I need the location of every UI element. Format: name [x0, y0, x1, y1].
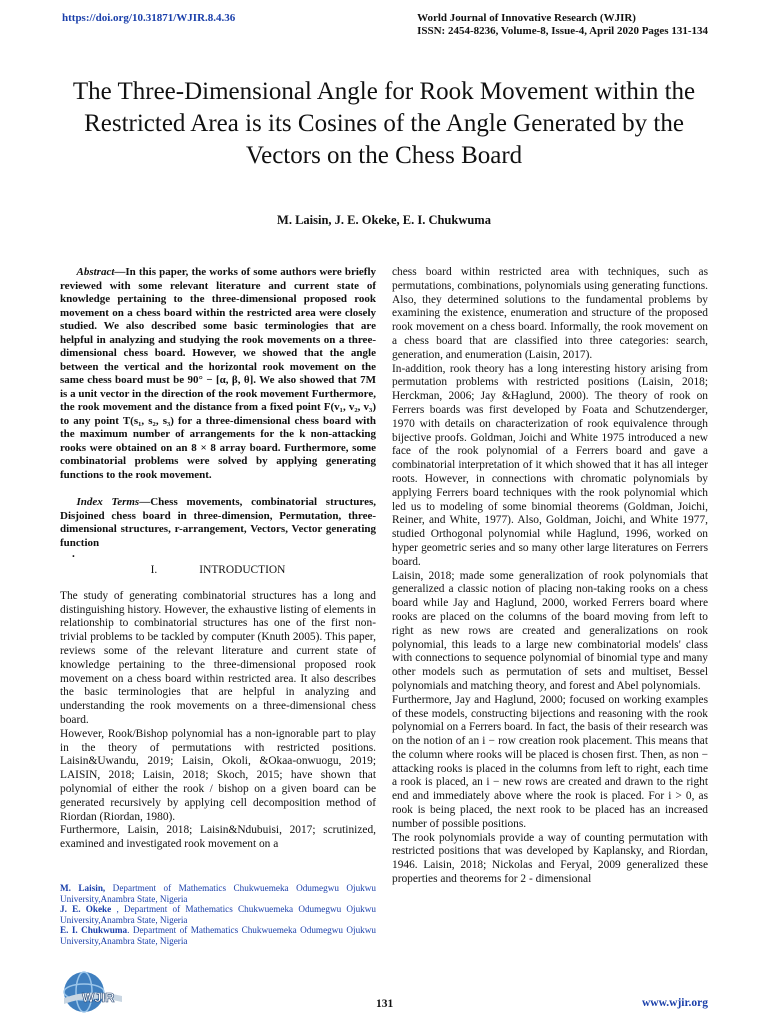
- abstract-text: —In this paper, the works of some authors were briefly reviewed with some relevant literature and current state of knowledge pertaining to the three-dimensional proposed rook movement on a chess board within the restricted area were closely studied. We also described some basic terminologies that are helpful in analyzing and studying the rook movements on a three-dimensional chess board. However, we showed that the angle between the vertical and the horizontal rook movement on the same chess board must be 90° − [α, β, θ]. We also showed that 7M is a unit vector in the direction of the rook movement Furthermore, the rook movement and the distance from a fixed point F(v₁, v₂, v₃) to any point T(s₁, s₂, s₃) for a three-dimensional chess board with the maximum number of arrangements for the k non-attacking rooks were obtained on an 8 × 8 array board. Furthermore, some combinatorial problems were solved by applying generating functions to the rook movement.: [60, 266, 376, 481]
- index-terms-lead: Index Terms: [76, 496, 140, 508]
- right-paragraph-4: Furthermore, Jay and Haglund, 2000; focused on working examples of these models, constructing bijections and reasoning with the rook polynomial on a Ferrers board. In fact, the basis of their research was on the notion of an i − row creation rook placement. This means that the column where rooks will be placed is chosen first. Then, as non − attacking rooks is placed in the columns from left to right, each time a rook is placed, an i − new rows are created and drawn to the right end and immediately above where the rook is placed. For i > 0, as rook is being placed, the next rook to be placed has an increased number of possible positions.: [392, 693, 708, 830]
- doi-link[interactable]: https://doi.org/10.31871/WJIR.8.4.36: [62, 12, 236, 24]
- section-number: I.: [150, 564, 158, 576]
- affiliation-dept: , Department of Mathematics Chukwuemeka Odumegwu Ojukwu University,Anambra State, Nigeria: [60, 904, 377, 925]
- page-number: 131: [376, 998, 394, 1010]
- index-terms: [60, 496, 376, 550]
- affiliation-1: [60, 883, 376, 904]
- left-paragraph-3: Furthermore, Laisin, 2018; Laisin&Ndubuisi, 2017; scrutinized, examined and investigated rook movement on a: [60, 824, 376, 851]
- affiliation-name: J. E. Okeke: [60, 904, 112, 915]
- index-terms-text: —Chess movements, combinatorial structures, Disjoined chess board in three-dimension, Permutation, three-dimensional structures, r-arrangement, Vectors, Vector generating function: [60, 496, 376, 549]
- section-title: INTRODUCTION: [199, 564, 286, 576]
- affiliation-3: [60, 925, 376, 946]
- journal-name: World Journal of Innovative Research (WJIR): [417, 12, 636, 24]
- affiliation-name: M. Laisin,: [60, 883, 106, 893]
- logo-text: WJIR: [82, 990, 115, 1005]
- affiliation-dept: Department of Mathematics Chukwuemeka Odumegwu Ojukwu University,Anambra State, Nigeria: [60, 883, 376, 904]
- right-column: [392, 266, 708, 887]
- left-paragraph-2: However, Rook/Bishop polynomial has a non-ignorable part to play in the theory of permutations with restricted positions. Laisin&Uwandu, 2019; Laisin, Okoli, &Okaa-onwuogu, 2019; LAISIN, 2018; Laisin, 2018; Skoch, 2015; have shown that polynomial of either the rook / bishop on a given board can be generated recursively by applying cell decomposition method of Riordan (Riordan, 1980).: [60, 727, 376, 823]
- issn-line: ISSN: 2454-8236, Volume-8, Issue-4, April 2020 Pages 131-134: [417, 25, 708, 37]
- journal-header: [417, 12, 708, 38]
- left-paragraph-1: The study of generating combinatorial structures has a long and distinguishing history. However, the exhaustive listing of elements in relationship to combinatorial structures has one of the first non-trivial problems to be tackled by computer (Knuth 2005). This paper, reviews some of the relevant literature and current state of knowledge pertaining to the three-dimensional proposed rook movement on a chess board within restricted area. It also describes the basic terminologies that are helpful in analyzing and understanding the rook movements on a three-dimensional chess board.: [60, 589, 376, 726]
- journal-url[interactable]: www.wjir.org: [641, 997, 708, 1009]
- affiliations: [60, 883, 376, 947]
- right-paragraph-2: In-addition, rook theory has a long interesting history arising from permutation problems with restricted positions (Laisin, 2018; Herckman, 2006; Jay &Haglund, 2000). The theory of rook on Ferrers boards was first developed by Foata and Schutzenderger, 1970 with details on characterization of rook equivalence through bijective proofs. Goldman, Joichi and White 1975 introduced a new face of the rook polynomial of a Ferrers board and gave a combinatorial interpretation of it which showed that it has all integer roots. However, in connections with chromatic polynomials by applying Ferrers board techniques with the rook polynomial which led us to modeling of some binomial theorems (Goldman, Joichi, Reiner, and White, 1977). Also, Goldman, Joichi, and White 1977, studied Orthogonal polynomial while Haglund, 1996, worked on hyper geometric series and so many other large literatures on Ferrers board.: [392, 362, 708, 568]
- right-paragraph-3: Laisin, 2018; made some generalization of rook polynomials that generalized a classic notion of placing non-taking rooks on a chess board while Jay and Haglund, 2000, worked Ferrers board where rooks are placed on the columns of the board moving from left to right as new rows are created and generalizations on rook polynomial, this leads to a large new combinatorial models' class with connections to sequence polynomial of binomial type and many other models such as permutation of sets and multiset, Bessel polynomials and matching theory, and forest and Abel polynomials.: [392, 569, 708, 692]
- index-dot: .: [72, 548, 75, 560]
- right-paragraph-5: The rook polynomials provide a way of counting permutation with restricted positions that was developed by Kaplansky, and Riordan, 1946. Laisin, 2018; Nickolas and Feryal, 2009 generalized these properties and theorems for 2 - dimensional: [392, 831, 708, 886]
- abstract-lead: Abstract: [76, 266, 115, 278]
- affiliation-dept: . Department of Mathematics Chukwuemeka Odumegwu Ojukwu University,Anambra State, Nigeria: [60, 925, 376, 946]
- left-column: [60, 266, 376, 852]
- affiliation-2: [60, 904, 376, 925]
- abstract: [60, 266, 376, 482]
- affiliation-name: E. I. Chukwuma: [60, 925, 128, 936]
- wjir-logo: [60, 968, 126, 1018]
- section-heading: [60, 564, 376, 578]
- right-paragraph-1: chess board within restricted area with techniques, such as permutations, combinations, polynomials using generating functions. Also, they determined solutions to the fundamental problems by examining the existence, enumeration and structure of the proposed rook movement on a chess board. Informally, the rook movement on a chess board that are classified into three categories: search, generation, and enumeration (Laisin, 2017).: [392, 266, 708, 361]
- paper-title: The Three-Dimensional Angle for Rook Movement within the Restricted Area is its Cosines of the Angle Generated by the Vectors on the Chess Board: [72, 78, 696, 169]
- author-list: M. Laisin, J. E. Okeke, E. I. Chukwuma: [277, 213, 491, 227]
